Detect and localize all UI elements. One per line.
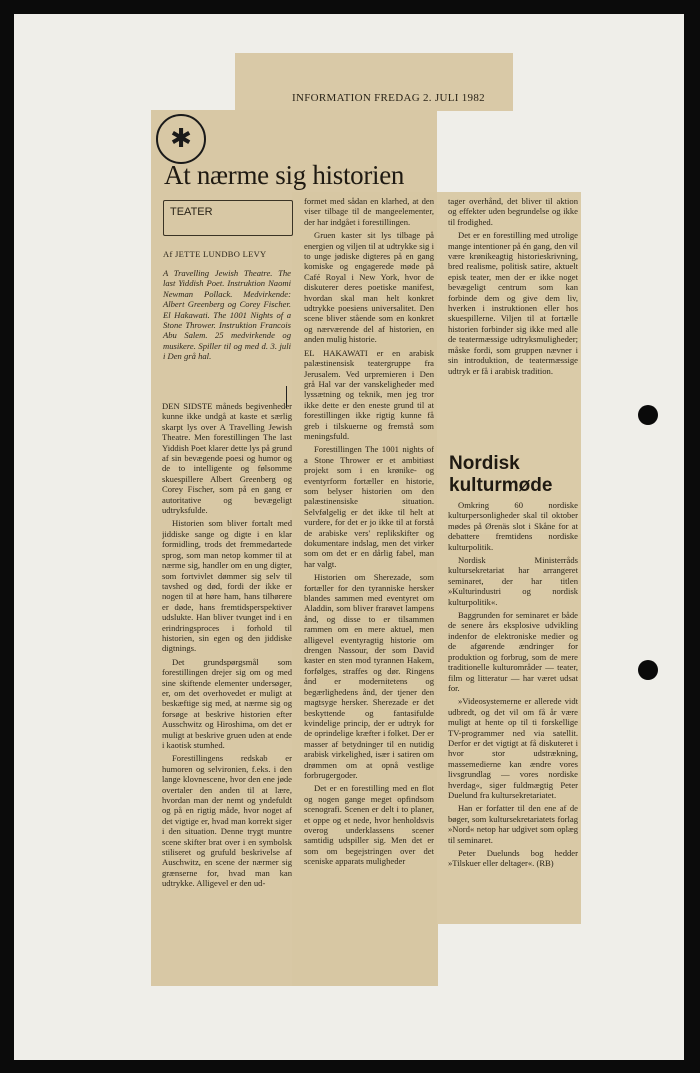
paragraph: Peter Duelunds bog hedder »Tilskuer eller deltager«. (RB): [448, 848, 578, 869]
paragraph: Det er en forestilling med utrolige mange intentioner på én gang, den vil være krønikeagtig historieskrivning, bred realisme, politisk satire, aktuelt episk teater, men der er ikke noget bevægeligt centrum som kan forbinde dem og give dem liv, hverken i instruktionen eller hos skuespillerne. Viljen til at fortælle historien forbinder sig ikke med alle de teatermæssige udtryksmuligheder; måske fordi, som gruppen nævner i sin introduktion, de teatermæssige udtryk er få i arabisk tradition.: [448, 230, 578, 376]
paragraph: Nordisk Ministerråds kultursekretariat har arrangeret seminaret, der har titlen »Kulturindustri og nordisk kulturpolitik«.: [448, 555, 578, 607]
article-column-3: [448, 196, 578, 432]
paragraph: Forestillingen The 1001 nights of a Stone Thrower er et ambitiøst projekt som i en krønike- og eventyrform fortæller en historie, som belyser historien om den palæstinensiske situation. Selvfølgelig er det ikke til helt at vurdere, for det er jo ikke til at forstå de arabiske vers' replikskifter og dokumentare indslag, men det virker som om det er en dårlig fabel, man har valgt.: [304, 444, 434, 569]
rubric-label: TEATER: [170, 206, 213, 218]
article-column-1: [162, 401, 292, 983]
byline: Af JETTE LUNDBO LEVY: [163, 249, 267, 259]
margin-pen-mark: [286, 386, 297, 408]
paragraph: formet med sådan en klarhed, at den viser tilbage til de mangeelementer, der har indgået i forestillingen.: [304, 196, 434, 227]
handwritten-asterisk-mark: ✱: [156, 114, 206, 164]
notice-headline: Nordisk kulturmøde: [449, 453, 553, 496]
paragraph: Omkring 60 nordiske kulturpersonligheder skal til oktober mødes på Ørenäs slot i Skåne for at debattere fremtidens nordiske kulturpolitik.: [448, 500, 578, 552]
paragraph: »Videosystemerne er allerede vidt udbredt, og det vil om få år være muligt at hente op til ti forskellige TV-programmer ned via satellit. Derfor er det vigtigt at få diskuteret i hvor stor udstrækning, massemedierne kan ændre vores livsgrundlag — vores nordiske hverdag«, siger fuldmægtig Peter Duelund fra kultursekretariatet.: [448, 696, 578, 800]
paragraph: tager overhånd, det bliver til aktion og effekter uden begrundelse og ikke til frodighed.: [448, 196, 578, 227]
masthead-text: INFORMATION FREDAG 2. JULI 1982: [292, 92, 485, 104]
paragraph: DEN SIDSTE måneds begivenheder kunne ikke undgå at kaste et særlig skarpt lys over A Travelling Jewish Theatre. Men forestillingen The last Yiddish Poet klarer dette lys på grund af sin bevægende poesi og humor og de to intelligente og følsomme skuespillere Albert Greenberg og Corey Fischer, som på en gang er autoritative og bevægeligt udtryksfulde.: [162, 401, 292, 516]
production-credits: A Travelling Jewish Theatre. The last Yiddish Poet. Instruktion Naomi Newman Pollack. Medvirkende: Albert Greenberg og Corey Fischer. El Hakawati. The 1001 Nights of a Stone Thrower. Instruktion Francois Abu Salem. 25 medvirkende og musikere. Spiller til og med d. 3. juli i Den grå hal.: [163, 268, 291, 362]
section-rubric: [163, 200, 293, 236]
notice-column: [448, 500, 578, 920]
paragraph: Forestillingens redskab er humoren og selvironien, f.eks. i den lange klovnescene, hvor den ene jøde overtaler den anden til at lære, hvordan man der nemt og yndefuldt og på en rigtig måde, hvor noget af det vigtige er, hvad man korrekt siger i den situation. Denne trygt muntre scene skifter brat over i en symbolsk stiliseret og grufuld beskrivelse af Auschwitz, en scene der nærmer sig grænserne for, hvad man kan udtrykke. Alligevel er den ud-: [162, 753, 292, 889]
paragraph: Det grundspørgsmål som forestillingen drejer sig om og med sine skiftende elementer undersøger, er, om det overhovedet er muligt at beskæftige sig med, at nærme sig og forsøge at beskrive historien efter Ausschwitz og Hiroshima, om det er muligt at beskrive gruen uden at ende i kaotisk stumhed.: [162, 656, 292, 750]
paragraph: Historien om Sherezade, som fortæller for den tyranniske hersker blandes sammen med eventyret om Aladdin, som bliver frarøvet lampens ånd, og disse to er tilsammen rammen om en mere aktuel, men alligevel eventyragtig historie om drengen Nassour, der som David kaster en sten mod tyrannen Hakem, forfølges, straffes og dør. Ringens ånd er modernitetens og begærlighedens ånd, der tjener den magtsyge hersker. Sherezade er det beskyttende og fantasifulde kvindelige princip, der er udtryk for de oprindelige kræfter i folket. Der er masser af betydninger til en nutidig arabisk virkelighed, især i satiren om drømmen om at opnå vestlige forbrugergoder.: [304, 572, 434, 780]
punch-hole-bottom: [638, 660, 658, 680]
paragraph: Det er en forestilling med en flot og nogen gange meget opfindsom scenografi. Scenen er delt i to planer, et oppe og et nede, hvor henholdsvis overog underklassens scener samtidig udspiller sig. Men det er som om begejstringen over det sceniske apparats muligheder: [304, 783, 434, 867]
masthead-clipping: [235, 53, 513, 111]
paragraph: Historien som bliver fortalt med jiddiske sange og digte i en klar formidling, trods det fremmedartede sprog, som man netop kommer til at nærme sig, handler om en ung digter, som fortvivlet dømmer sig selv til tavshed og død, fordi der ikke er nogen til at høre ham, hans tilhørere er døde, hans fremtidsperspektiver udslukte. Han bliver tvunget ind i en erindringsproces i forhold til historien, sin egen og den jiddiske digtnings.: [162, 518, 292, 654]
article-headline: At nærme sig historien: [164, 160, 405, 190]
paragraph: Gruen kaster sit lys tilbage på energien og viljen til at udtrykke sig i to unge jødiske digteres på en gang komiske og engagerede møde på Café Royal i New York, hvor de diskuterer deres poetiske manifest, hvordan skal man helt konkret udtrykke poesiens universalitet. Den scene bliver stående som en konkret og nærværende del af historien, en anden mulig historie.: [304, 230, 434, 345]
punch-hole-top: [638, 405, 658, 425]
paragraph: Han er forfatter til den ene af de bøger, som kultursekretariatets forlag »Nord« netop har udgivet som oplæg til seminaret.: [448, 803, 578, 845]
paragraph: Baggrunden for seminaret er både de senere års eksplosive udvikling indenfor de elektroniske medier og de afgørende ændringer for produktion og forbrug, som de mere traditionelle kulturområder — teater, film og litteratur — har været udsat for.: [448, 610, 578, 693]
paragraph: EL HAKAWATI er en arabisk palæstinensisk teatergruppe fra Jerusalem. Ved urpremieren i Den grå Hal var der vanskeligheder med lyssætning og teknik, men jeg tror ikke dette er den eneste grund til at forestillingen ikke rigtig kunne få greb i tilskuerne og fremstå som meningsfuld.: [304, 347, 434, 441]
article-column-2: [304, 196, 434, 984]
